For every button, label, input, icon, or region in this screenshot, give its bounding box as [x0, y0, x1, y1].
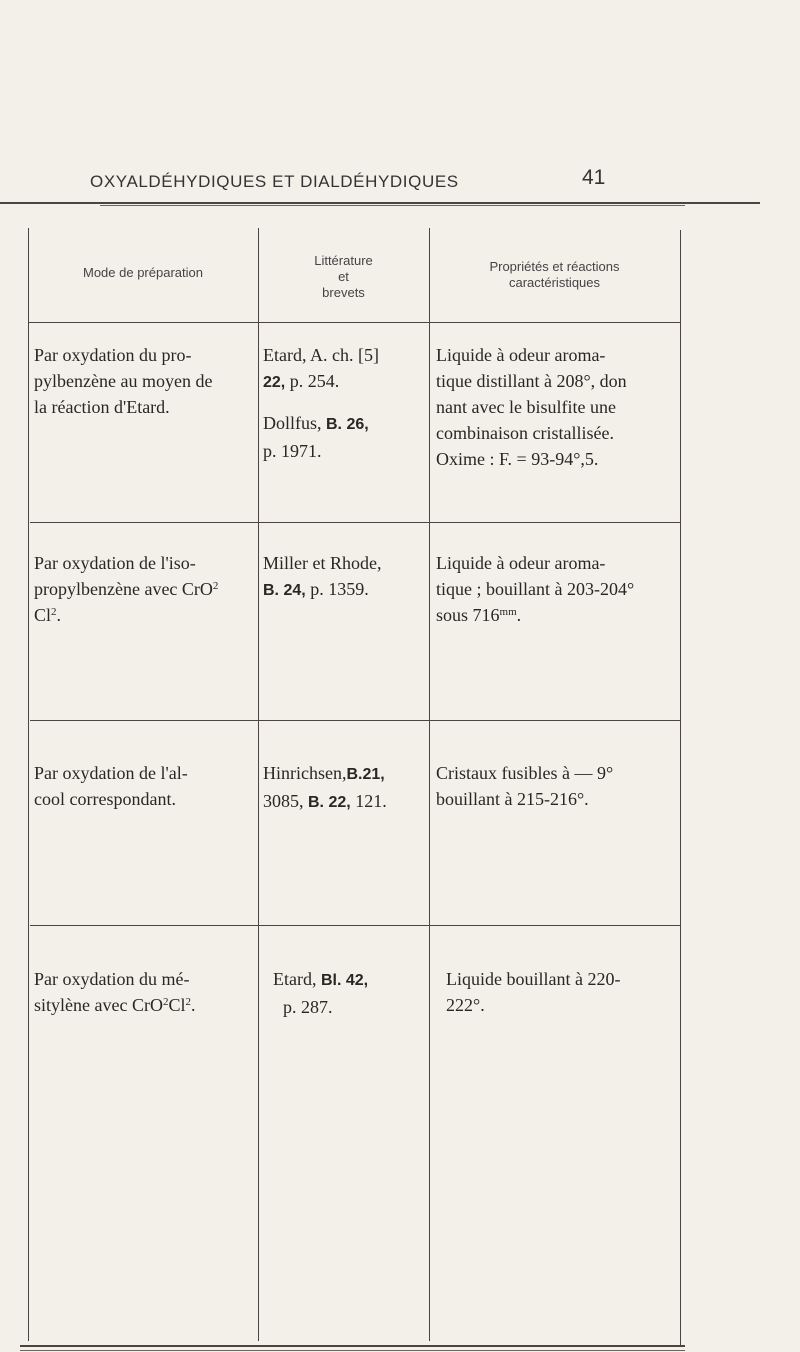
row2-properties-line2: tique ; bouillant à 203-204° — [436, 579, 635, 599]
row4-preparation-end: . — [190, 995, 196, 1015]
row2-literature-page: p. 1359. — [310, 579, 369, 599]
row3-literature-ref1: B.21, — [346, 766, 385, 783]
row4-preparation-sup1: 2 — [162, 996, 169, 1008]
row1-ref1-series: [5] — [357, 345, 379, 365]
row4-preparation — [34, 966, 195, 1018]
row1-properties-line5: Oxime : F. = 93-94°,5. — [436, 449, 599, 469]
row3-properties — [436, 760, 613, 812]
row4-preparation-mid: Cl — [168, 995, 186, 1015]
row4-properties-line1: Liquide bouillant à 220- — [446, 969, 621, 989]
row1-ref2-journal: B. — [326, 416, 342, 433]
row2-preparation-line1: Par oxydation de l'iso- — [34, 553, 196, 573]
row1-properties-line2: tique distillant à 208°, don — [436, 371, 627, 391]
row3-preparation — [34, 760, 188, 812]
row2-literature-journal: B. 24, — [263, 582, 306, 599]
row2-properties-sup: mm — [499, 606, 517, 618]
column-header-literature-line3: brevets — [322, 285, 365, 300]
row2-properties-line1: Liquide à odeur aroma- — [436, 553, 606, 573]
row1-properties — [436, 342, 627, 472]
table-top-rule-inner — [100, 205, 685, 206]
column-header-literature-line2: et — [338, 269, 349, 284]
row4-literature — [273, 966, 368, 1020]
row3-literature-name: Hinrichsen, — [263, 763, 347, 783]
row2-preparation — [34, 550, 218, 628]
table-bottom-rule-inner — [20, 1350, 685, 1351]
table-border-left — [28, 228, 29, 1341]
row-divider-header — [28, 322, 680, 323]
column-header-properties — [429, 259, 680, 291]
row1-ref2-volume: 26, — [346, 416, 369, 433]
column-header-literature — [258, 253, 429, 301]
row4-literature-ref: Bl. 42, — [320, 972, 369, 989]
row2-properties-line3: sous 716 — [436, 605, 500, 625]
row4-literature-page: p. 287. — [283, 997, 333, 1017]
column-header-literature-line1: Littérature — [314, 253, 373, 268]
row4-preparation-sup2: 2 — [185, 996, 191, 1008]
column-divider-2 — [429, 228, 430, 1341]
row2-literature — [263, 550, 381, 604]
row1-properties-line4: combinaison cristallisée. — [436, 423, 614, 443]
row4-properties — [446, 966, 620, 1018]
row4-properties-line2: 222°. — [446, 995, 485, 1015]
table-border-right — [680, 230, 681, 1345]
row1-preparation-line2: pylbenzène au moyen de — [34, 371, 213, 391]
row2-preparation-sup2: 2 — [51, 606, 57, 618]
table-bottom-rule — [20, 1345, 685, 1347]
row1-properties-line3: nant avec le bisulfite une — [436, 397, 616, 417]
table-top-rule — [0, 202, 760, 204]
row1-preparation-line1: Par oxydation du pro- — [34, 345, 192, 365]
row4-preparation-line2: sitylène avec CrO — [34, 995, 163, 1015]
row4-literature-name: Etard, — [273, 969, 317, 989]
row3-literature-ref2: B. 22, — [308, 794, 351, 811]
row-divider-2 — [30, 720, 680, 721]
row3-literature — [263, 760, 387, 816]
row2-literature-line1: Miller et Rhode, — [263, 553, 382, 573]
row1-ref1-page: p. 254. — [289, 371, 340, 391]
row2-preparation-line3-end: . — [56, 605, 62, 625]
row1-ref1-volume: 22, — [263, 374, 286, 391]
column-header-preparation — [28, 265, 258, 281]
row3-properties-line1: Cristaux fusibles à — 9° — [436, 763, 614, 783]
row1-ref2-page: p. 1971. — [263, 441, 322, 461]
row1-properties-line1: Liquide à odeur aroma- — [436, 345, 606, 365]
row1-ref1-name: Etard, A. ch. — [263, 345, 354, 365]
row1-preparation-line3: la réaction d'Etard. — [34, 397, 170, 417]
row1-preparation — [34, 342, 212, 420]
running-header: OXYALDÉHYDIQUES ET DIALDÉHYDIQUES — [90, 172, 459, 191]
row3-literature-page1: 3085, — [263, 791, 304, 811]
row3-preparation-line2: cool correspondant. — [34, 789, 176, 809]
row-divider-3 — [30, 925, 680, 926]
row1-literature — [263, 342, 379, 464]
row-divider-1 — [30, 522, 680, 523]
column-header-properties-line2: caractéristiques — [508, 275, 601, 290]
row2-preparation-line3: Cl — [34, 605, 52, 625]
row3-preparation-line1: Par oxydation de l'al- — [34, 763, 188, 783]
row3-literature-page2: 121. — [355, 791, 387, 811]
row1-ref2-name: Dollfus, — [263, 413, 322, 433]
column-header-preparation-text: Mode de préparation — [83, 265, 203, 280]
column-divider-1 — [258, 228, 259, 1341]
row4-preparation-line1: Par oxydation du mé- — [34, 969, 190, 989]
column-header-properties-line1: Propriétés et réactions — [489, 259, 620, 274]
row2-preparation-sup1: 2 — [212, 580, 219, 592]
row2-properties — [436, 550, 634, 628]
row3-properties-line2: bouillant à 215-216°. — [436, 789, 589, 809]
row2-properties-line3-end: . — [516, 605, 522, 625]
page-number: 41 — [582, 166, 606, 189]
row2-preparation-line2: propylbenzène avec CrO — [34, 579, 213, 599]
